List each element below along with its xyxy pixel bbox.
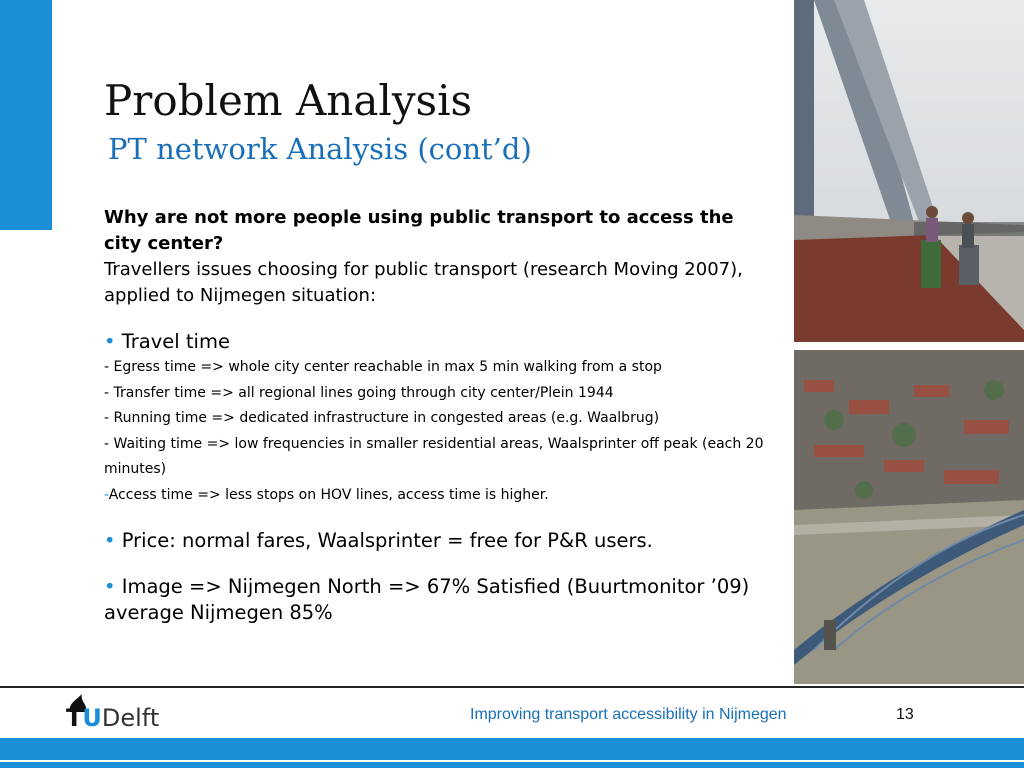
slide-title: Problem Analysis: [104, 76, 473, 125]
bullet-label: Image => Nijmegen North => 67% Satisfied (Buurtmonitor ’09) average Nijmegen 85%: [104, 575, 750, 624]
list-item: - Running time => dedicated infrastructure in congested areas (e.g. Waalbrug): [104, 410, 660, 426]
bullet-icon: •: [104, 330, 116, 353]
footer-divider: [0, 686, 1024, 688]
tudelft-wordmark: TUDelft: [66, 704, 160, 732]
footer-band: [0, 738, 1024, 760]
bullet-label: Price: normal fares, Waalsprinter = free for P&R users.: [121, 529, 653, 552]
slide-subtitle: PT network Analysis (cont’d): [108, 132, 532, 166]
accent-bar: [0, 0, 52, 230]
list-item: -Access time => less stops on HOV lines, access time is higher.: [104, 486, 549, 503]
footer-caption: Improving transport accessibility in Nijmegen: [470, 706, 787, 723]
page-number: 13: [896, 706, 914, 723]
intro-text: Travellers issues choosing for public transport (research Moving 2007), applied to Nijmegen situation:: [104, 259, 743, 306]
footer-band-thin: [0, 762, 1024, 768]
aerial-bridge-photo: [794, 350, 1024, 684]
list-item: - Egress time => whole city center reachable in max 5 min walking from a stop: [104, 359, 662, 375]
bullet-image: [104, 574, 764, 626]
question-text: Why are not more people using public transport to access the city center?: [104, 207, 734, 254]
bullet-price: [104, 528, 764, 554]
bridge-walkway-photo: [794, 0, 1024, 342]
list-item: - Transfer time => all regional lines going through city center/Plein 1944: [104, 384, 614, 401]
bullet-icon: •: [104, 529, 116, 552]
bullet-label: Travel time: [121, 330, 230, 353]
bullet-icon: •: [104, 575, 116, 598]
bullet-travel-time: [104, 329, 764, 355]
slide-body: [104, 205, 764, 626]
list-item: - Waiting time => low frequencies in smaller residential areas, Waalsprinter off peak (each 20 minutes): [104, 435, 764, 477]
